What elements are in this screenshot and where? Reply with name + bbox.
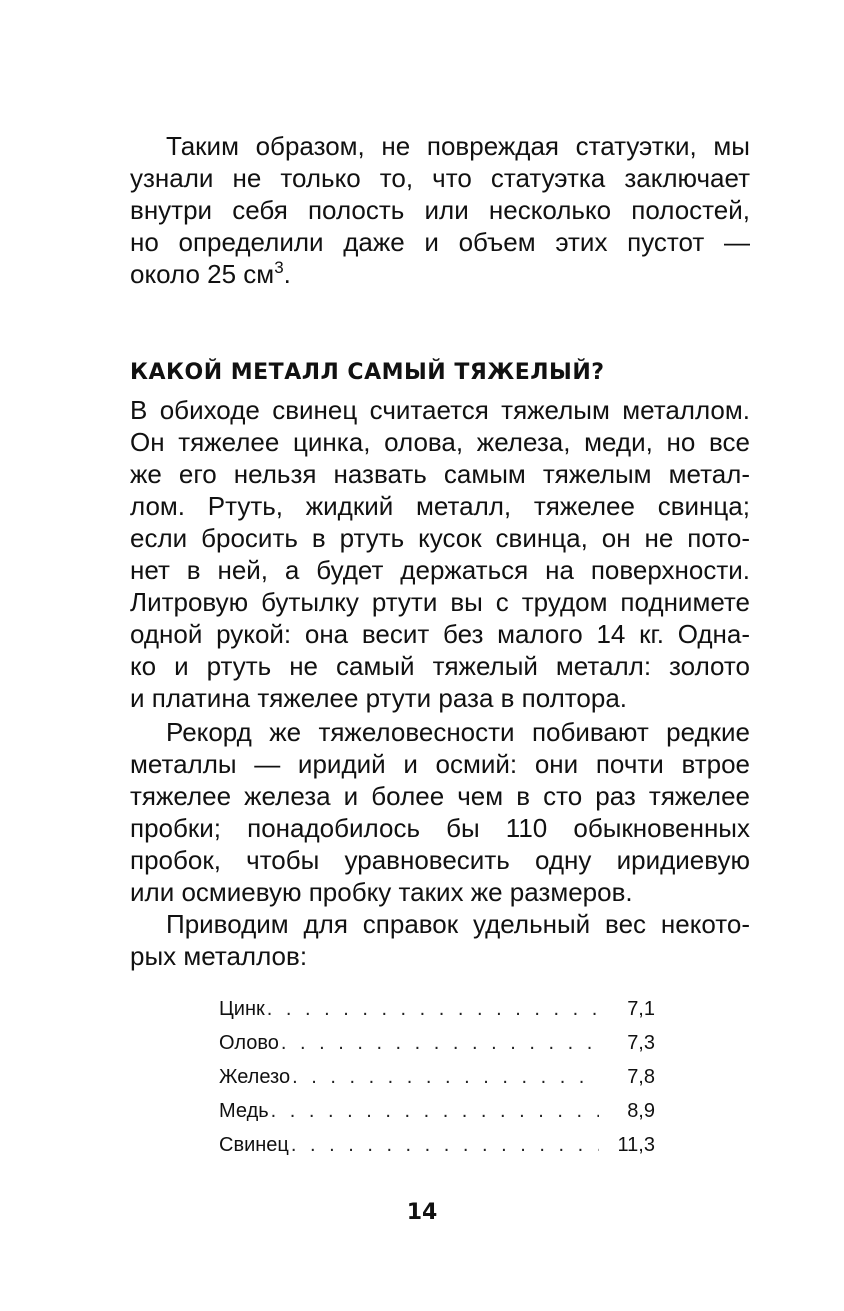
section-heading: КАКОЙ МЕТАЛЛ САМЫЙ ТЯЖЕЛЫЙ? [130,360,605,385]
paragraph-line: пробок, чтобы уравновесить одну иридиевую [130,845,750,875]
paragraph-1 [130,394,750,714]
paragraph-line: Литровую бутылку ртути вы с трудом поднимете [130,587,750,617]
paragraph-line: Приводим для справок удельный вес некото- [166,909,750,939]
paragraph-line: Рекорд же тяжеловесности побивают редкие [166,717,750,747]
sentence-end: . [283,259,291,289]
paragraph-line: ко и ртуть не самый тяжелый металл: золото [130,651,750,681]
paragraph-line: Он тяжелее цинка, олова, железа, меди, но все [130,427,750,457]
table-row [219,1094,655,1128]
paragraph-line: если бросить в ртуть кусок свинца, он не пото- [130,523,750,553]
paragraph-line: внутри себя полость или несколько полостей, [130,195,750,225]
paragraph-line: В обиходе свинец считается тяжелым металлом. [130,395,750,425]
metal-name: Свинец [219,1134,289,1156]
dot-leader [292,1060,599,1094]
table-row [219,1128,655,1162]
metal-name: Железо [219,1066,291,1088]
metal-value: 7,3 [627,1032,655,1054]
paragraph-line: или осмиевую пробку таких же размеров. [130,877,633,907]
metal-value: 11,3 [617,1134,655,1156]
paragraph-line: тяжелее железа и более чем в сто раз тяжелее [130,781,750,811]
metal-name: Цинк [219,998,265,1020]
paragraph-line: рых металлов: [130,941,308,971]
paragraph-line: и платина тяжелее ртути раза в полтора. [130,683,628,713]
paragraph-line: нет в ней, а будет держаться на поверхности. [130,555,750,585]
specific-gravity-table [219,992,655,1162]
metal-value: 7,1 [627,998,655,1020]
paragraph-2 [130,716,750,908]
paragraph-line: металлы — иридий и осмий: они почти втрое [130,749,750,779]
table-row [219,1060,655,1094]
dot-leader [271,1094,599,1128]
unit-superscript: 3 [274,258,284,277]
paragraph-line: но определили даже и объем этих пустот — [130,227,750,257]
paragraph-3 [130,908,750,972]
metal-name: Олово [219,1032,279,1054]
paragraph-line: же его нельзя назвать самым тяжелым метал- [130,459,750,489]
volume-text: около 25 см [130,259,275,289]
page-number: 14 [406,1200,438,1225]
metal-value: 8,9 [627,1100,655,1122]
paragraph-line: узнали не только то, что статуэтка заключает [130,163,750,193]
dot-leader [291,1128,599,1162]
paragraph-line: Таким образом, не повреждая статуэтки, мы [166,131,750,161]
paragraph-line: пробки; понадобилось бы 110 обыкновенных [130,813,750,843]
dot-leader [281,1026,599,1060]
dot-leader [267,992,599,1026]
table-row [219,992,655,1026]
paragraph-line [130,258,750,290]
metal-value: 7,8 [627,1066,655,1088]
intro-paragraph [130,130,750,290]
table-row [219,1026,655,1060]
metal-name: Медь [219,1100,269,1122]
paragraph-line: одной рукой: она весит без малого 14 кг. Одна- [130,619,750,649]
paragraph-line: лом. Ртуть, жидкий металл, тяжелее свинца; [130,491,750,521]
